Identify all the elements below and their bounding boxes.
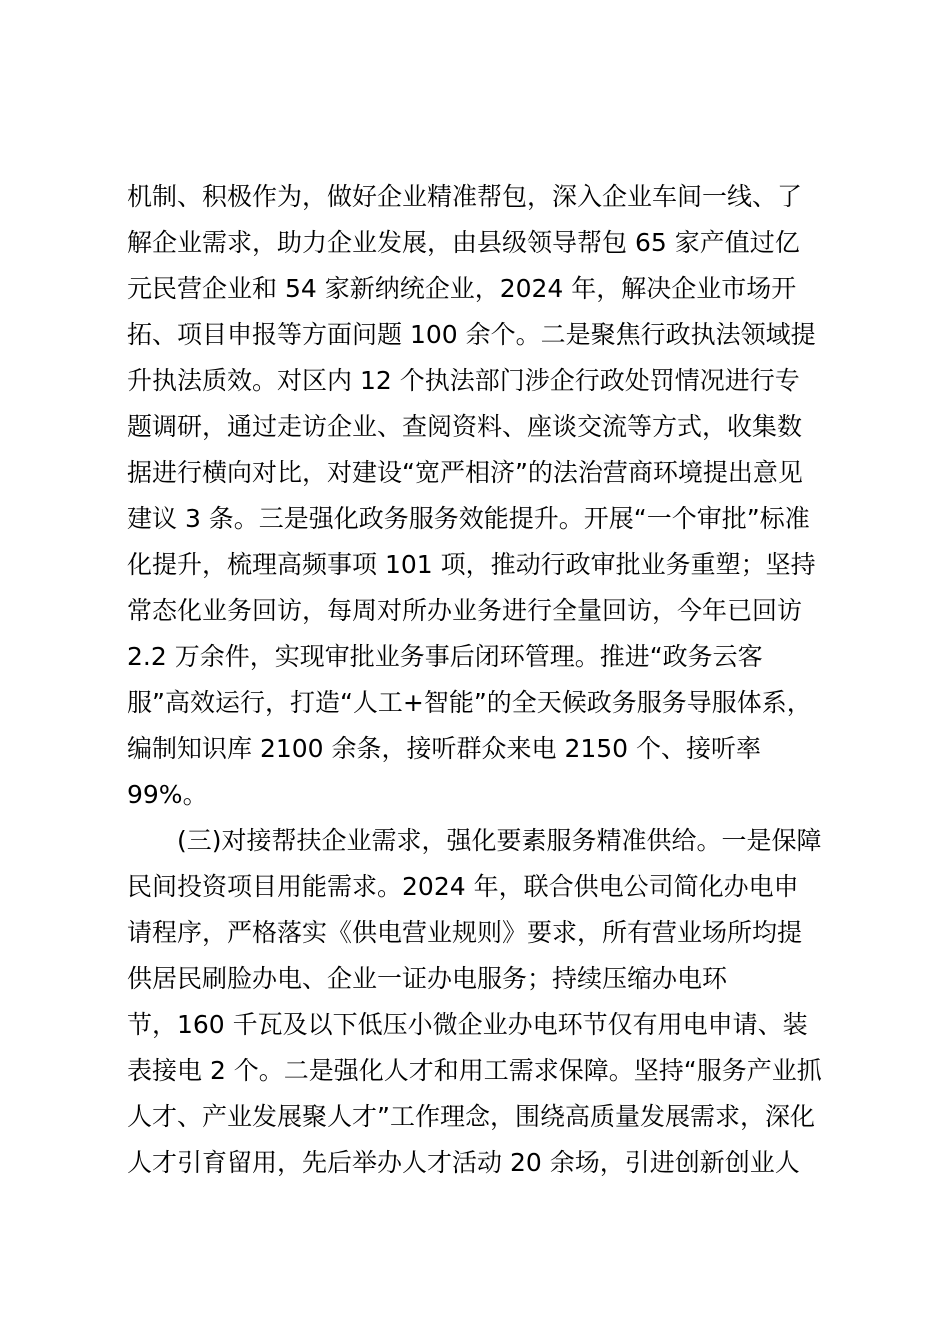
text-line: 99%。 [127, 780, 208, 809]
text-line: 供居民刷脸办电、企业一证办电服务；持续压缩办电环 [127, 964, 728, 993]
text-line: 服”高效运行，打造“人工+智能”的全天候政务服务导服体系， [127, 688, 812, 717]
text-line: 表接电 2 个。二是强化人才和用工需求保障。坚持“服务产业抓 [127, 1056, 822, 1085]
text-line: 机制、积极作为，做好企业精准帮包，深入企业车间一线、了 [127, 182, 803, 211]
body-text [127, 174, 837, 1186]
section-heading-line: (三)对接帮扶企业需求，强化要素服务精准供给。一是保障 [177, 826, 822, 855]
text-line: 拓、项目申报等方面问题 100 余个。二是聚焦行政执法领域提 [127, 320, 816, 349]
text-line: 化提升，梳理高频事项 101 项，推动行政审批业务重塑；坚持 [127, 550, 816, 579]
text-line: 题调研，通过走访企业、查阅资料、座谈交流等方式，收集数 [127, 412, 803, 441]
text-line: 元民营企业和 54 家新纳统企业，2024 年，解决企业市场开 [127, 274, 797, 303]
text-line: 人才引育留用，先后举办人才活动 20 余场，引进创新创业人 [127, 1148, 800, 1177]
text-line: 建议 3 条。三是强化政务服务效能提升。开展“一个审批”标准 [127, 504, 810, 533]
text-line: 节，160 千瓦及以下低压小微企业办电环节仅有用电申请、装 [127, 1010, 808, 1039]
text-line: 2.2 万余件，实现审批业务事后闭环管理。推进“政务云客 [127, 642, 763, 671]
text-line: 升执法质效。对区内 12 个执法部门涉企行政处罚情况进行专 [127, 366, 800, 395]
text-line: 据进行横向对比，对建设“宽严相济”的法治营商环境提出意见 [127, 458, 803, 487]
text-line: 人才、产业发展聚人才”工作理念，围绕高质量发展需求，深化 [127, 1102, 815, 1131]
text-line: 解企业需求，助力企业发展，由县级领导帮包 65 家产值过亿 [127, 228, 800, 257]
text-line: 常态化业务回访，每周对所办业务进行全量回访，今年已回访 [127, 596, 803, 625]
text-line: 民间投资项目用能需求。2024 年，联合供电公司简化办电申 [127, 872, 799, 901]
text-line: 编制知识库 2100 余条，接听群众来电 2150 个、接听率 [127, 734, 762, 763]
text-line: 请程序，严格落实《供电营业规则》要求，所有营业场所均提 [127, 918, 803, 947]
